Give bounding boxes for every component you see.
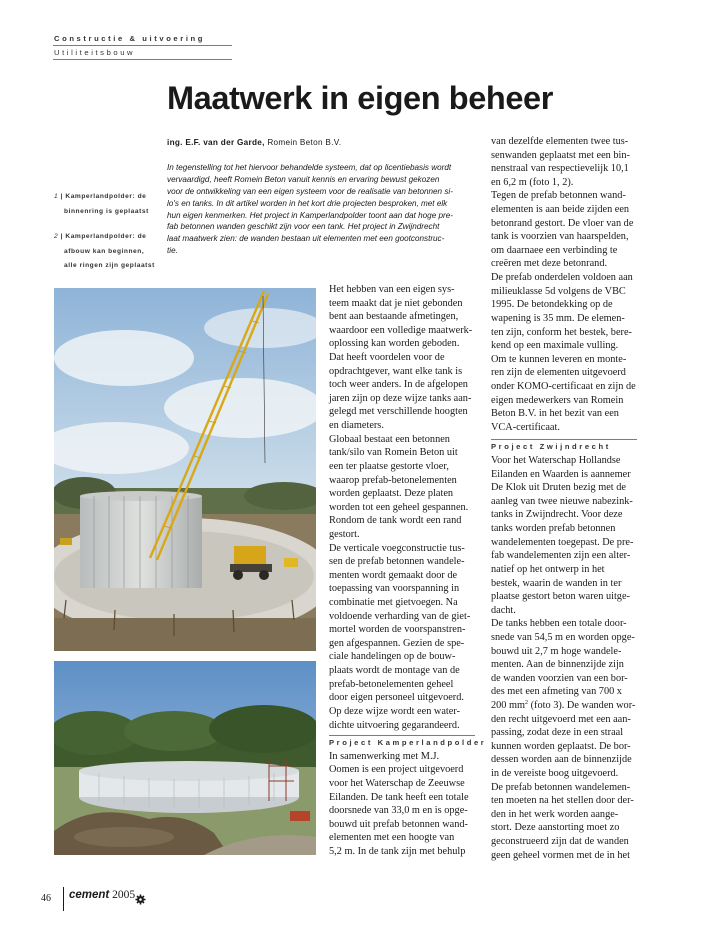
text-line: toch weer anders. In de afgelopen xyxy=(329,379,468,391)
text-line: De prefab betonnen wandelemen- xyxy=(491,781,631,793)
text-line: Eilanden en Waarden is aannemer xyxy=(491,468,631,480)
text-line: bestek, waarin de wanden in ter xyxy=(491,577,622,589)
text-line: passing, zodat deze in een straal xyxy=(491,727,624,739)
text-line: nenstraal van respectievelijk 10,1 xyxy=(491,163,629,175)
photo-tank-construction-crane xyxy=(54,288,316,651)
text-line: geconstrueerd zijn dat de wanden xyxy=(491,836,629,848)
text-line: betonrand gestort. De vloer van de xyxy=(491,217,634,229)
text-line: opdrachtgever, want elke tank is xyxy=(329,365,463,377)
text-line: ten zijn, conform het bestek, bere- xyxy=(491,326,632,338)
text-line: dacht. xyxy=(491,604,516,616)
text-line: snede van 54,5 m en worden opge- xyxy=(491,631,635,643)
text-line: Globaal bestaat een betonnen xyxy=(329,433,450,445)
text-line: aanleg van twee nieuwe nabezink- xyxy=(491,495,633,507)
text-line: den recht uitgevoerd met een aan- xyxy=(491,713,631,725)
text-line: Om te kunnen leveren en monte- xyxy=(491,353,627,365)
sup-line-suffix: (foto 3). De wanden wor- xyxy=(528,699,636,711)
section-heading-zwijndrecht: Project Zwijndrecht xyxy=(491,442,611,452)
text-line: tank is voorzien van haarspelden, xyxy=(491,231,629,243)
text-line: den in het werk worden aange- xyxy=(491,808,619,820)
lead-line: lo's en tanks. In dit artikel worden in het kort drie projecten besproken, met elk xyxy=(167,198,448,208)
lead-line: hun eigen kenmerken. Het project in Kamperlandpolder toont aan dat hoge pre- xyxy=(167,210,453,220)
text-line: prefab-betonelementen geheel xyxy=(329,678,454,690)
text-line: de wanden voorzien van een bor- xyxy=(491,672,628,684)
text-line: bouwd uit 2,7 m hoge wandele- xyxy=(491,645,622,657)
text-line: VCA-certificaat. xyxy=(491,421,560,433)
text-line: worden tot een geheel gespannen. xyxy=(329,501,469,513)
page-number: 46 xyxy=(41,893,51,904)
column-middle xyxy=(329,283,487,859)
column-right xyxy=(491,135,641,862)
text-line: Rondom de tank wordt een rand xyxy=(329,515,462,527)
lead-line: laat maatwerk zien: de wanden bestaan uit elementen met een gootconstruc- xyxy=(167,234,445,244)
text-line-superscript xyxy=(491,699,641,713)
lead-line: voor de ontwikkeling van een eigen systeem voor de realisatie van betonnen si- xyxy=(167,186,453,196)
text-line: 5,2 m. In de tank zijn met behulp xyxy=(329,845,466,857)
text-line: een ter plaatse gestorte vloer, xyxy=(329,460,449,472)
text-line: door eigen personeel uitgevoerd. xyxy=(329,692,464,704)
text-line: dessen worden aan de binnenzijde xyxy=(491,754,632,766)
section-kicker: Constructie & uitvoering xyxy=(54,34,205,43)
text-line: De Klok uit Druten bezig met de xyxy=(491,482,626,494)
text-line: In samenwerking met M.J. xyxy=(329,750,440,762)
text-line: ciale handelingen op de bouw- xyxy=(329,651,456,663)
text-line: eigen medewerkers van Romein xyxy=(491,394,624,406)
lead-paragraph xyxy=(167,162,477,257)
lead-line: fab betonnen wanden geschikt zijn voor een tank. Het project in Zwijndrecht xyxy=(167,222,440,232)
caption-1: 1 | Kamperlandpolder: de binnenring is geplaatst xyxy=(54,190,149,219)
section-rule xyxy=(53,45,232,46)
text-line: creëren met deze betonrand. xyxy=(491,258,608,270)
text-line: Het hebben van een eigen sys- xyxy=(329,284,455,295)
text-line: ten moeten na het stellen door der- xyxy=(491,795,634,807)
text-line: onder KOMO-certificaat en zijn de xyxy=(491,380,636,392)
text-line: ren zijn de elementen uitgevoerd xyxy=(491,367,626,379)
text-line: kend op een maximale vulling. xyxy=(491,340,619,352)
text-line: Op deze wijze wordt een water- xyxy=(329,705,461,717)
text-line: en diameters. xyxy=(329,420,384,432)
photo-1-image xyxy=(54,288,316,651)
article-title: Maatwerk in eigen beheer xyxy=(167,80,553,116)
caption-line: Kamperlandpolder: de xyxy=(65,233,147,240)
text-line: dichte uitvoering gegarandeerd. xyxy=(329,719,460,731)
text-line: van dezelfde elementen twee tus- xyxy=(491,136,629,147)
text-line: geen geheel vormen met de in het xyxy=(491,849,630,861)
text-line: voor het Waterschap de Zeeuwse xyxy=(329,777,465,789)
author-name: ing. E.F. van der Garde, xyxy=(167,138,265,147)
text-line: gelegd met verschillende hoogten xyxy=(329,406,468,418)
text-line: fab wandelementen zijn een alter- xyxy=(491,550,631,562)
text-line: combinatie met gietvoegen. Na xyxy=(329,597,458,609)
caption-number: 1 xyxy=(54,193,59,200)
text-line: Dat heeft voordelen voor de xyxy=(329,352,445,364)
gear-icon xyxy=(135,892,146,903)
text-line: De prefab onderdelen voldoen aan xyxy=(491,272,633,284)
text-line: stort. Deze aanstorting moet zo xyxy=(491,822,620,834)
text-line: wandelementen toegepast. De pre- xyxy=(491,536,634,548)
author-company: Romein Beton B.V. xyxy=(267,138,342,147)
byline xyxy=(167,138,341,147)
text-line: Voor het Waterschap Hollandse xyxy=(491,455,621,467)
text-line: Tegen de prefab betonnen wand- xyxy=(491,190,626,202)
text-line: plaatse gestort beton waren uitge- xyxy=(491,591,630,603)
text-line: mortel worden de voorspanstren- xyxy=(329,624,466,636)
text-line: bent aan bestaande afmetingen, xyxy=(329,311,459,323)
text-line: teem maakt dat je niet gebonden xyxy=(329,297,463,309)
caption-line: binnenring is geplaatst xyxy=(64,207,149,215)
text-line: elementen met een hoogte van xyxy=(329,832,455,844)
subsection-kicker: Utiliteitsbouw xyxy=(54,48,136,57)
section-heading-kamperlandpolder: Project Kamperlandpolder xyxy=(329,738,487,748)
text-line: tank/silo van Romein Beton uit xyxy=(329,447,458,459)
magazine-title: cement xyxy=(69,889,110,901)
text-line: De tanks hebben een totale door- xyxy=(491,618,627,630)
text-line: om daarnaee een verbinding te xyxy=(491,244,618,256)
text-line: plaats wordt de montage van de xyxy=(329,665,460,677)
text-line: jaren zijn op deze wijze tanks aan- xyxy=(329,392,472,404)
text-line: menten wordt gemaakt door de xyxy=(329,569,458,581)
text-line: kunnen worden geplaatst. De bor- xyxy=(491,740,631,752)
text-line: in de vereiste boog uitgevoerd. xyxy=(491,768,619,780)
photo-tank-rings-placed xyxy=(54,661,316,855)
text-line: tanks in Zwijndrecht. Voor deze xyxy=(491,509,623,521)
magazine-year: 2005 xyxy=(112,889,136,901)
caption-line: alle ringen zijn geplaatst xyxy=(64,262,155,270)
superscript-2: 2 xyxy=(525,699,529,706)
footer-divider xyxy=(63,887,64,911)
text-line: Oomen is een project uitgevoerd xyxy=(329,764,464,776)
lead-line: vervaardigd, heeft Romein Beton vanuit kennis en ervaring bewust gekozen xyxy=(167,174,440,184)
lead-line: tie. xyxy=(167,246,178,256)
text-line: elementen is aan beide zijden een xyxy=(491,204,630,216)
text-line: doorsnede van 33,0 m en is opge- xyxy=(329,805,468,817)
text-line: Eilanden. De tank heeft een totale xyxy=(329,791,469,803)
caption-2: 2 | Kamperlandpolder: de afbouw kan beginnen, alle ringen zijn geplaatst xyxy=(54,230,155,274)
text-line: des met een afmeting van 700 x xyxy=(491,686,622,698)
photo-2-image xyxy=(54,661,316,855)
text-line: gestort. xyxy=(329,528,360,540)
text-line: natief op het ontwerp in het xyxy=(491,563,605,575)
text-line: milieuklasse 5d volgens de VBC xyxy=(491,285,626,297)
text-line: De verticale voegconstructie tus- xyxy=(329,542,465,554)
sup-line-prefix: 200 mm xyxy=(491,699,526,711)
text-line: Beton B.V. in het bezit van een xyxy=(491,408,619,420)
magazine-name xyxy=(69,889,135,901)
text-line: senwanden geplaatst met een bin- xyxy=(491,149,630,161)
lead-line: In tegenstelling tot het hiervoor behandelde systeem, dat op licentiebasis wordt xyxy=(167,163,452,172)
text-line: tanks worden prefab betonnen xyxy=(491,523,616,535)
subsection-rule xyxy=(53,59,232,60)
caption-number: 2 xyxy=(54,233,59,240)
text-line: menten. Aan de binnenzijde zijn xyxy=(491,659,624,671)
caption-line: afbouw kan beginnen, xyxy=(64,247,145,255)
text-line: sen de prefab betonnen wandele- xyxy=(329,556,465,568)
text-line: 1995. De betondekking op de xyxy=(491,299,613,311)
text-line: en 6,2 m (foto 1, 2). xyxy=(491,176,574,188)
text-line: waardoor een volledige maatwerk- xyxy=(329,324,473,336)
text-line: voldoende verharding van de giet- xyxy=(329,610,471,622)
text-line: bouwd uit prefab betonnen wand- xyxy=(329,818,468,830)
text-line: worden geplaatst. Deze platen xyxy=(329,488,454,500)
text-line: toepassing van voorspanning in xyxy=(329,583,460,595)
text-line: oplossing kan worden geboden. xyxy=(329,338,460,350)
text-line: wapening is 35 mm. De elemen- xyxy=(491,312,625,324)
text-line: waarop prefab-betonelementen xyxy=(329,474,457,486)
text-line: gen afgespannen. Gezien de spe- xyxy=(329,637,465,649)
caption-line: Kamperlandpolder: de xyxy=(65,193,147,200)
